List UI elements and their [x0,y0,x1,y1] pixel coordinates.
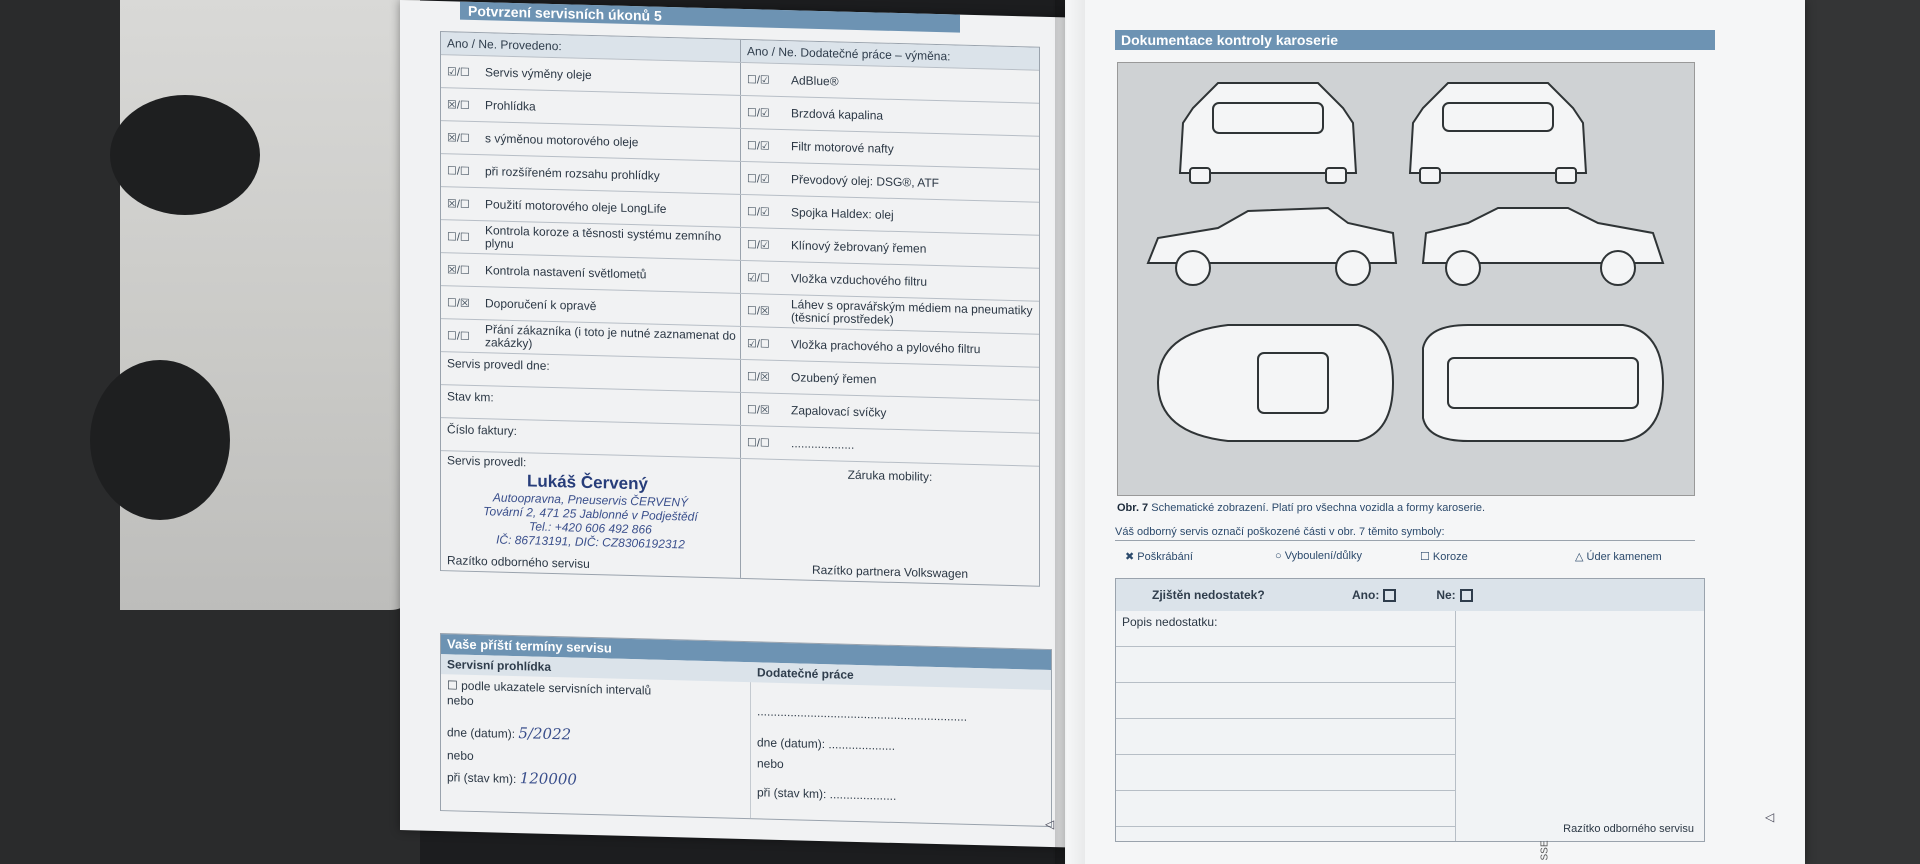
left-checkbox[interactable]: ☒/☐ [447,263,470,277]
field-label[interactable]: Stav km: [441,385,741,425]
defect-line[interactable] [1116,683,1455,719]
service-item-label: Použití motorového oleje LongLife [485,196,667,216]
service-stamp-area: Razítko odborného servisu [1563,823,1694,835]
extra-work-label: Brzdová kapalina [791,105,884,123]
left-checkbox[interactable]: ☒/☐ [447,98,470,112]
left-checkbox[interactable]: ☒/☐ [447,197,470,211]
handwritten-date: 5/2022 [518,724,572,744]
service-item-label: Servis výměny oleje [485,64,592,82]
table-header: Ano / Ne. Provedeno: Ano / Ne. Dodatečné práce – výměna: [441,32,1039,70]
right-page [1065,0,1805,864]
partner-stamp: Záruka mobility: Razítko partnera Volkswagen [811,467,969,581]
right-checkbox[interactable]: ☐/☒ [747,403,770,417]
left-checkbox[interactable]: ☐/☐ [447,329,470,343]
interval-checkbox[interactable]: ☐ podle ukazatele servisních intervalů [447,678,652,698]
stamp-row [441,450,1039,586]
extra-work-label: Spojka Haldex: olej [791,204,894,222]
left-page-title: Potvrzení servisních úkonů 5 [460,2,960,33]
defect-line[interactable] [1116,647,1455,683]
extra-work-label: Vložka vzduchového filtru [791,270,928,289]
extra-work-label: Klínový žebrovaný řemen [791,237,927,256]
booklet-gutter [1055,0,1085,864]
service-confirmation-table [440,31,1040,587]
service-booklet [400,0,1810,864]
extra-work-label: Láhev s opravářským médiem na pneumatiky (těsnicí prostředek) [791,297,1033,327]
service-item-label: Kontrola koroze a těsnosti systému zemního plynu [485,223,722,251]
defect-line[interactable] [1116,791,1455,827]
arrow-right-icon: ◁ [1765,810,1775,824]
legend-stone-chip: △ Úder kamenem [1575,551,1662,563]
extra-work-label: Převodový olej: DSG®, ATF [791,171,940,190]
legend-scratch: ✖ Poškrábání [1125,551,1193,563]
right-page-title: Dokumentace kontroly karoserie [1115,30,1715,50]
left-checkbox[interactable]: ☐/☐ [447,230,470,244]
legend-intro: Váš odborný servis označí poškozené části v obr. 7 těmito symboly: [1115,526,1695,541]
legend-dent: ○ Vyboulení/důlky [1275,550,1362,562]
right-checkbox[interactable]: ☐/☐ [747,436,770,450]
service-item-label: Doporučení k opravě [485,295,597,313]
left-checkbox[interactable]: ☐/☒ [447,296,470,310]
extra-work-label: Vložka prachového a pylového filtru [791,336,981,356]
left-page [400,0,1065,847]
service-stamp: Servis provedl: Lukáš Červený Autoopravna, Pneuservis ČERVENÝ Tovární 2, 471 25 Jablonné v Podještědí Tel.: +420 606 492 866 IČ: 86713191, DIČ: CZ8306192312 Razítko odborného servisu [441,451,741,578]
page-code: SSE [1539,840,1551,861]
background-cloth [120,0,420,610]
right-checkbox[interactable]: ☑/☐ [747,271,770,285]
extra-work-label: ................... [791,435,855,452]
right-checkbox[interactable]: ☐/☒ [747,304,770,318]
left-checkbox[interactable]: ☒/☐ [447,131,470,145]
defect-no-checkbox[interactable] [1460,589,1473,602]
right-checkbox[interactable]: ☐/☑ [747,106,770,120]
stamp-name: Lukáš Červený [527,471,648,494]
service-item-label: při rozšířeném rozsahu prohlídky [485,163,660,183]
defect-table: Zjištěn nedostatek? Ano: Ne: Popis nedostatku: Razítko odborného servisu [1115,578,1705,842]
legend-corrosion: ☐ Koroze [1420,551,1468,563]
handwritten-km: 120000 [519,769,577,789]
right-checkbox[interactable]: ☐/☑ [747,205,770,219]
extra-work-label: AdBlue® [791,72,839,88]
field-label[interactable]: Číslo faktury: [441,418,741,458]
defect-line[interactable] [1116,755,1455,791]
left-checkbox[interactable]: ☐/☐ [447,164,470,178]
right-checkbox[interactable]: ☑/☐ [747,337,770,351]
car-schematic-icon [1118,63,1696,497]
extra-work-label: Zapalovací svíčky [791,402,887,420]
service-item-label: Kontrola nastavení světlometů [485,262,647,281]
defect-yes-checkbox[interactable] [1383,589,1396,602]
service-item-label: s výměnou motorového oleje [485,130,639,149]
extra-work-label: Ozubený řemen [791,369,877,386]
field-label[interactable]: Servis provedl dne: [441,352,741,392]
car-body-diagram [1117,62,1695,496]
defect-description-label: Popis nedostatku: [1116,611,1455,647]
right-checkbox[interactable]: ☐/☑ [747,139,770,153]
service-item-label: Přání zákazníka (i toto je nutné zaznamenat do zakázky) [485,322,736,351]
right-checkbox[interactable]: ☐/☑ [747,172,770,186]
defect-line[interactable] [1116,719,1455,755]
extra-work-label: Filtr motorové nafty [791,138,894,156]
arrow-left-icon: ◁ [1045,816,1055,832]
right-checkbox[interactable]: ☐/☑ [747,238,770,252]
service-item-label: Prohlídka [485,97,536,114]
right-checkbox[interactable]: ☐/☑ [747,73,770,87]
next-service-table: Vaše příští termíny servisu Servisní prohlídka Dodatečné práce ☐ podle ukazatele servisních intervalů nebo dne (datum): 5/2022 nebo při (stav km): 120000 ............................................................... dne (datum): .................... nebo při (stav km): .................... [440,633,1052,827]
right-checkbox[interactable]: ☐/☒ [747,370,770,384]
left-checkbox[interactable]: ☑/☐ [447,65,470,79]
figure-caption: Obr. 7 Schematické zobrazení. Platí pro všechna vozidla a formy karoserie. [1117,502,1486,514]
